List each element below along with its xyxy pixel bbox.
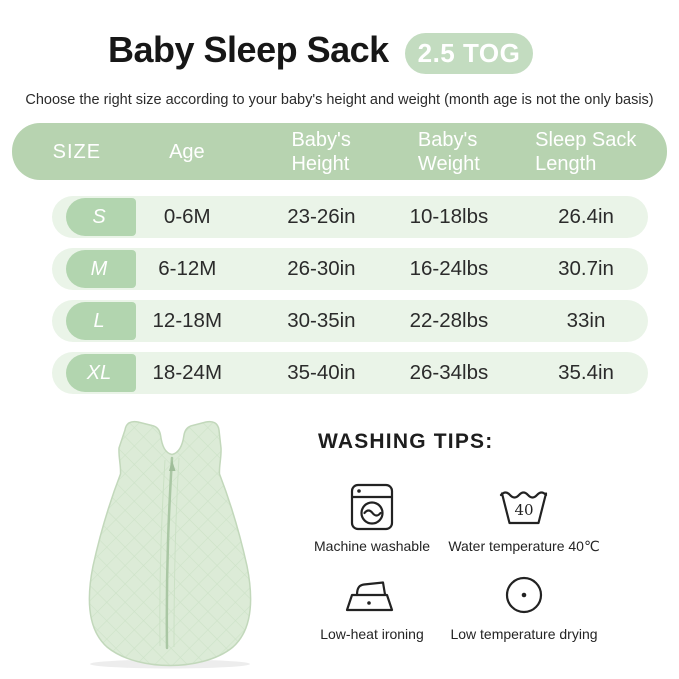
washing-tips-heading: WASHING TIPS: [318, 430, 494, 453]
tip-machine-washable [292, 482, 452, 554]
tip-low-temperature-drying [432, 570, 616, 642]
size-badge-l: L [66, 302, 136, 340]
cell-age: 6-12M [158, 257, 217, 280]
product-title: Baby Sleep Sack [108, 29, 389, 70]
iron-low-icon [345, 576, 399, 614]
cell-age: 0-6M [163, 205, 211, 228]
tub-temperature-number: 40 [514, 501, 534, 519]
tog-rating-badge: 2.5 TOG [405, 33, 533, 74]
size-row-s [52, 196, 648, 238]
cell-age: 12-18M [152, 309, 223, 332]
tip-label: Low-heat ironing [320, 626, 424, 642]
column-header-sack-length: Sleep Sack Length [535, 128, 637, 175]
size-guide-note: Choose the right size according to your baby's height and weight (month age is not the only basis) [25, 92, 654, 108]
size-badge-m: M [66, 250, 136, 288]
cell-height: 35-40in [287, 361, 356, 384]
cell-age: 18-24M [152, 361, 223, 384]
column-header-baby-height: Baby's Height [291, 128, 351, 175]
cell-weight: 26-34lbs [409, 361, 489, 384]
size-chart [0, 123, 679, 384]
wash-tub-40c-icon [499, 487, 549, 527]
tip-low-heat-ironing [292, 570, 452, 642]
cell-height: 30-35in [287, 309, 356, 332]
cell-length: 30.7in [558, 257, 614, 280]
cell-weight: 22-28lbs [409, 309, 489, 332]
size-row-l [52, 300, 648, 342]
size-row-m [52, 248, 648, 290]
column-header-age: Age [169, 140, 205, 163]
cell-weight: 10-18lbs [409, 205, 489, 228]
cell-height: 23-26in [287, 205, 356, 228]
cell-length: 33in [566, 309, 606, 332]
cell-length: 35.4in [558, 361, 614, 384]
cell-weight: 16-24lbs [409, 257, 489, 280]
size-row-xl [52, 352, 648, 394]
cell-length: 26.4in [558, 205, 614, 228]
size-badge-xl: XL [66, 354, 136, 392]
tip-label: Machine washable [314, 538, 430, 554]
tip-label: Low temperature drying [450, 626, 598, 642]
tumble-dry-low-icon [504, 575, 544, 615]
column-header-size: SIZE [52, 140, 102, 163]
size-badge-s: S [66, 198, 136, 236]
column-header-baby-weight: Baby's Weight [417, 128, 480, 175]
tip-water-temperature [432, 482, 616, 555]
size-chart-header-row [12, 123, 667, 180]
sleep-sack-product-image [70, 418, 270, 670]
cell-height: 26-30in [287, 257, 356, 280]
tip-label: Water temperature 40℃ [448, 538, 600, 554]
washing-machine-icon [350, 483, 394, 531]
